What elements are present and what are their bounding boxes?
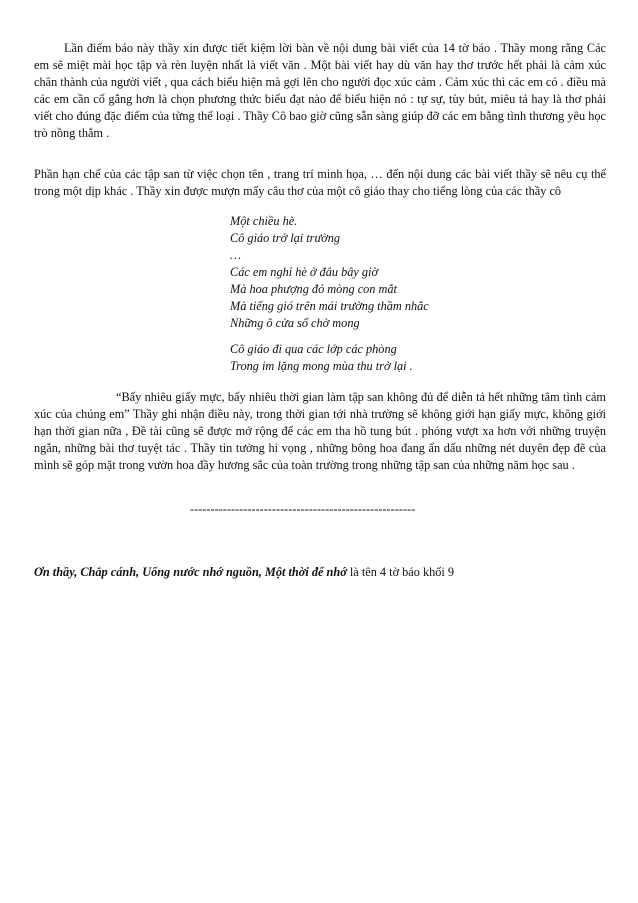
paragraph-closing (34, 389, 606, 474)
newspaper-names: Ơn thầy, Chắp cánh, Uống nước nhớ nguồn, Một thời để nhớ (34, 565, 347, 579)
poem-line: Cô giáo trở lại trường (230, 231, 341, 245)
poem-line: Cô giáo đi qua các lớp các phòng (230, 342, 397, 356)
footer-suffix: là tên 4 tờ báo khối 9 (346, 565, 455, 579)
poem-line: Trong im lặng mong mùa thu trở lại . (230, 359, 413, 373)
paragraph-limitations: Phần hạn chế của các tập san từ việc chọn tên , trang trí minh họa, … đến nội dung các bài viết thầy sẽ nêu cụ thể trong một dịp khác . Thầy xin được mượn mấy câu thơ của một cô giáo thay cho tiếng lòng của các thầy cô (34, 167, 606, 198)
paragraph-intro-text: Lần điểm báo này thầy xin được tiết kiệm lời bàn về nội dung bài viết của 14 tờ báo . Thầy mong rằng Các em sẽ miệt mài học tập và rèn luyện nhất là viết văn . Một bài viết hay dù văn hay thơ trước hết phải là cảm xúc chân thành của người viết , qua cách biểu hiện mà gợi lên cho người đọc xúc cảm . Cảm xúc thì các em có . điều mà các em cần cố gắng hơn là chọn phương thức biểu đạt nào để biểu hiện nó : tự sự, tùy bút, miêu tả hay là thơ phải viết cho đúng đặc điểm của từng thể loại . Thầy Cô bao giờ cũng sẵn sàng giúp đỡ các em bằng tình thương yêu học trò nồng thắm . (34, 41, 606, 140)
poem-line: Các em nghỉ hè ở đâu bây giờ (230, 265, 379, 279)
paragraph-closing-text: “Bấy nhiêu giấy mực, bấy nhiêu thời gian làm tập san không đủ để diễn tả hết những tâm tình cảm xúc của chúng em” Thầy ghi nhận điều này, trong thời gian tới nhà trường sẽ không giới hạn giấy mực, không giới hạn thời gian nữa , Đề tài cũng sẽ được mở rộng để các em tha hồ tung bút . phóng vượt xa hơn với những truyện ngắn, những bài thơ tuyệt tác . Thầy tin tưởng hi vọng , những bông hoa đang ẩn dấu những nét duyên đẹp đẽ của mình sẽ góp mặt trong vườn hoa đầy hương sắc của toàn trường trong những tập san của những năm học sau . (34, 390, 606, 472)
poem-line: Mà tiếng gió trên mái trường thầm nhắc (230, 299, 429, 313)
poem-line: Những ô cửa sổ chờ mong (230, 316, 360, 330)
poem-stanza-2 (230, 341, 610, 375)
paragraph-intro (34, 40, 606, 142)
poem-line: … (230, 248, 241, 262)
poem-line: Mà hoa phượng đỏ mòng con mắt (230, 282, 397, 296)
footer-note (34, 564, 454, 581)
poem-line: Một chiều hè. (230, 214, 298, 228)
section-divider: ------------------------------------------------------- (190, 502, 416, 516)
poem-stanza-1 (230, 213, 610, 332)
